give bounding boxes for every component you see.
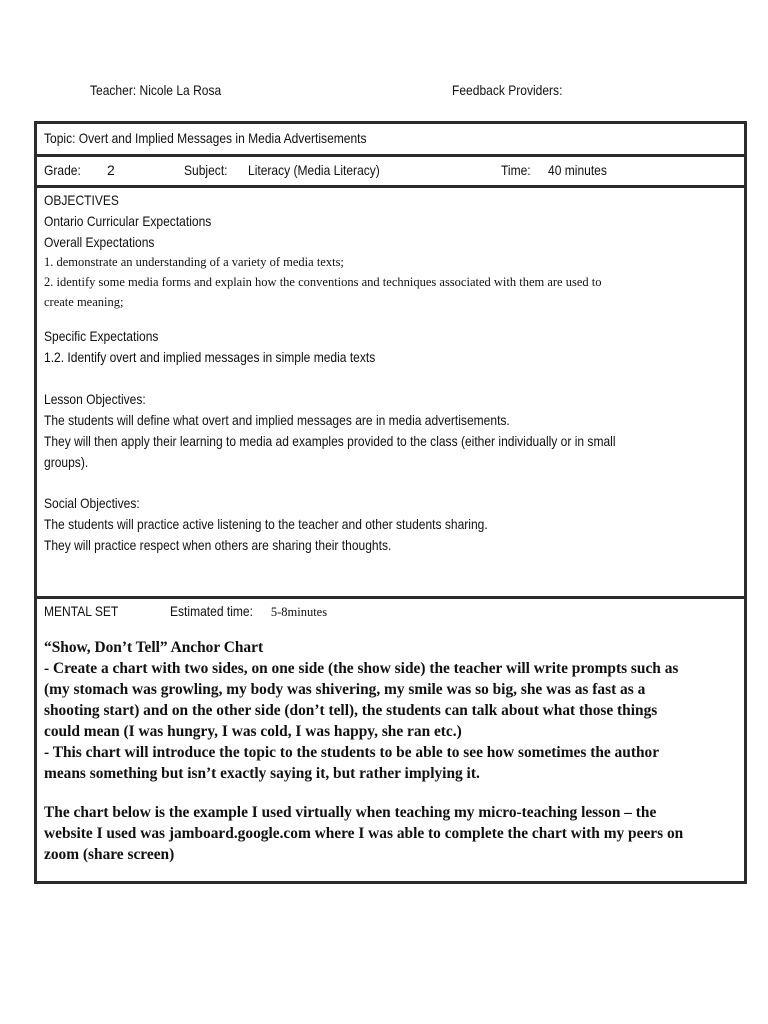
overall-item: 2. identify some media forms and explain how the conventions and techniques associated with them are used to xyxy=(44,275,602,289)
ontario-expectations-heading: Ontario Curricular Expectations xyxy=(44,213,212,229)
lesson-objective-line: They will then apply their learning to media ad examples provided to the class (either individually or in small xyxy=(44,433,616,449)
specific-expectations-heading: Specific Expectations xyxy=(44,328,159,344)
page-header xyxy=(0,82,768,102)
subject-label: Subject: xyxy=(184,162,228,178)
lesson-objective-line: groups). xyxy=(44,454,89,470)
mental-set-line: means something but isn’t exactly saying it, but rather implying it. xyxy=(44,765,480,782)
overall-expectations-heading: Overall Expectations xyxy=(44,234,155,250)
overall-item: create meaning; xyxy=(44,295,124,309)
mental-set-line: could mean (I was hungry, I was cold, I was happy, she ran etc.) xyxy=(44,723,462,740)
subject-value: Literacy (Media Literacy) xyxy=(248,162,380,178)
objectives-heading: OBJECTIVES xyxy=(44,192,119,208)
time-value: 40 minutes xyxy=(548,162,607,178)
topic-text: Topic: Overt and Implied Messages in Media Advertisements xyxy=(44,130,367,146)
objectives-section xyxy=(37,188,744,596)
mental-set-note-line: The chart below is the example I used virtually when teaching my micro-teaching lesson – the xyxy=(44,804,657,821)
overall-item: 1. demonstrate an understanding of a variety of media texts; xyxy=(44,255,344,269)
feedback-providers: Feedback Providers: xyxy=(452,82,563,98)
lesson-plan-table xyxy=(34,121,747,884)
mental-set-line: (my stomach was growling, my body was shivering, my smile was so big, she was as fast as a xyxy=(44,681,646,698)
mental-set-section xyxy=(37,599,744,881)
mental-set-note-line: website I used was jamboard.google.com where I was able to complete the chart with my peers on xyxy=(44,825,684,842)
grade-row xyxy=(37,157,744,185)
mental-set-line: - Create a chart with two sides, on one side (the show side) the teacher will write prompts such as xyxy=(44,660,679,677)
teacher-name: Teacher: Nicole La Rosa xyxy=(90,82,222,98)
social-objectives-heading: Social Objectives: xyxy=(44,495,140,511)
grade-value: 2 xyxy=(107,162,115,178)
topic-row xyxy=(37,124,744,154)
estimated-time-value: 5-8minutes xyxy=(270,605,328,619)
time-label: Time: xyxy=(501,162,531,178)
mental-set-line: shooting start) and on the other side (don’t tell), the students can talk about what those things xyxy=(44,702,658,719)
social-objective-line: They will practice respect when others are sharing their thoughts. xyxy=(44,537,392,553)
social-objective-line: The students will practice active listening to the teacher and other students sharing. xyxy=(44,516,488,532)
grade-label: Grade: xyxy=(44,162,81,178)
mental-set-line: - This chart will introduce the topic to the students to be able to see how sometimes the author xyxy=(44,744,660,761)
estimated-time-label: Estimated time: xyxy=(170,603,254,619)
mental-set-header xyxy=(44,603,327,621)
mental-set-label: MENTAL SET xyxy=(44,603,119,619)
mental-set-note-line: zoom (share screen) xyxy=(44,846,175,863)
specific-expectation-item: 1.2. Identify overt and implied messages in simple media texts xyxy=(44,349,376,365)
lesson-objectives-heading: Lesson Objectives: xyxy=(44,391,146,407)
anchor-chart-title: “Show, Don’t Tell” Anchor Chart xyxy=(44,639,264,656)
lesson-objective-line: The students will define what overt and implied messages are in media advertisements. xyxy=(44,412,510,428)
